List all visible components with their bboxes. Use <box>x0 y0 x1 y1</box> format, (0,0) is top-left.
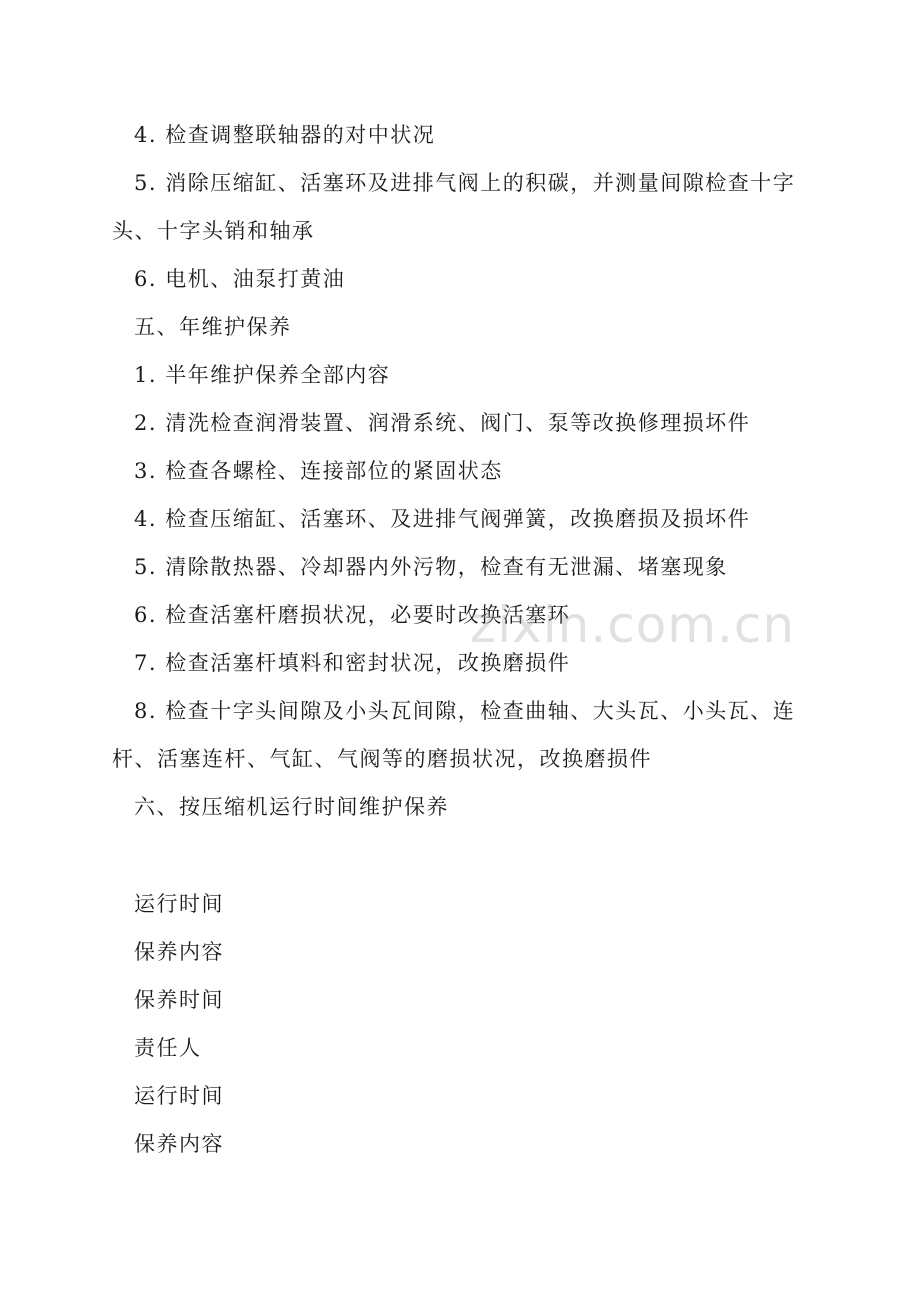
annual-item-5: 5. 清除散热器、冷却器内外污物，检查有无泄漏、堵塞现象 <box>134 555 728 579</box>
annual-item-4: 4. 检查压缩缸、活塞环、及进排气阀弹簧，改换磨损及损坏件 <box>134 507 751 531</box>
table-label-runtime: 运行时间 <box>134 892 224 916</box>
table-label-maintenance-time: 保养时间 <box>134 988 224 1012</box>
annual-item-1: 1. 半年维护保养全部内容 <box>134 363 391 387</box>
table-label-responsible-person: 责任人 <box>134 1036 202 1060</box>
item-4-coupling-alignment: 4. 检查调整联轴器的对中状况 <box>134 123 436 147</box>
annual-item-7: 7. 检查活塞杆填料和密封状况，改换磨损件 <box>134 651 571 675</box>
annual-item-6: 6. 检查活塞杆磨损状况，必要时改换活塞环 <box>134 603 571 627</box>
section-heading-runtime-maintenance: 六、按压缩机运行时间维护保养 <box>134 795 449 819</box>
item-6-motor-grease: 6. 电机、油泵打黄油 <box>134 267 346 291</box>
annual-item-8: 8. 检查十字头间隙及小头瓦间隙，检查曲轴、大头瓦、小头瓦、连杆、活塞连杆、气缸、气阀等的磨损状况，改换磨损件 <box>112 699 796 771</box>
annual-item-2: 2. 清洗检查润滑装置、润滑系统、阀门、泵等改换修理损坏件 <box>134 411 751 435</box>
watermark: zixin.com.cn <box>470 596 796 654</box>
section-heading-annual-maintenance: 五、年维护保养 <box>134 315 292 339</box>
annual-item-3: 3. 检查各螺栓、连接部位的紧固状态 <box>134 459 503 483</box>
table-label-content-2: 保养内容 <box>134 1132 224 1156</box>
item-5-carbon-removal: 5. 消除压缩缸、活塞环及进排气阀上的积碳，并测量间隙检查十字头、十字头销和轴承 <box>112 171 796 243</box>
table-label-content: 保养内容 <box>134 940 224 964</box>
table-label-runtime-2: 运行时间 <box>134 1084 224 1108</box>
